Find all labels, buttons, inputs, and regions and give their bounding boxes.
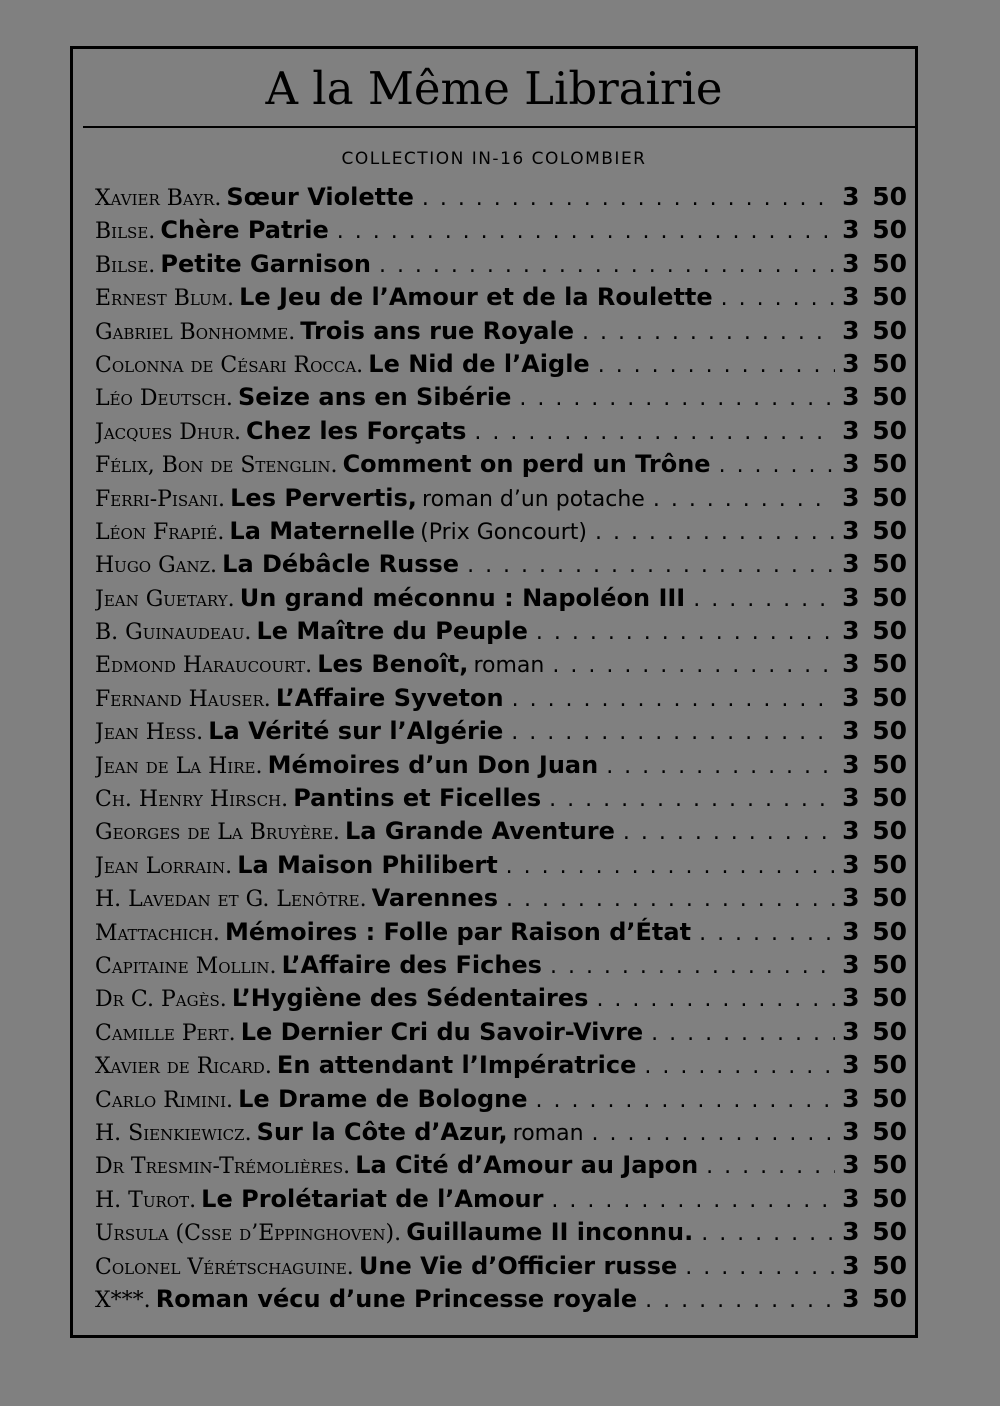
list-item [95, 1015, 907, 1048]
list-item [95, 1182, 907, 1215]
book-title: Mémoires : Folle par Raison d’État [224, 917, 692, 946]
book-title: Pantins et Ficelles [293, 784, 542, 813]
book-title: Chez les Forçats [246, 416, 467, 445]
book-note: (Prix Goncourt) [420, 519, 587, 545]
list-item [95, 1249, 907, 1282]
collection-heading: COLLECTION IN-16 COLOMBIER [341, 149, 647, 169]
list-item [95, 280, 907, 313]
author-name: H. Lavedan et G. Lenôtre. [95, 887, 367, 913]
catalog-frame [70, 46, 918, 1338]
entry-text [95, 882, 835, 917]
book-title: Guillaume II inconnu. [406, 1218, 694, 1247]
entry-text [95, 181, 835, 216]
book-title: Les Pervertis, [230, 483, 417, 512]
book-title: Chère Patrie [160, 216, 329, 245]
list-item [95, 814, 907, 847]
list-item [95, 380, 907, 413]
list-item [95, 481, 907, 514]
book-title: Comment on perd un Trône [342, 450, 711, 479]
list-item [95, 1148, 907, 1181]
price: 3 50 [842, 1250, 907, 1280]
entry-text [95, 1049, 835, 1084]
author-name: Bilse. [95, 252, 156, 278]
list-item [95, 981, 907, 1014]
entry-text [95, 582, 835, 617]
author-name: X***. [95, 1287, 151, 1313]
price: 3 50 [842, 1050, 907, 1080]
list-item [95, 848, 907, 881]
book-title: Les Benoît, [317, 650, 469, 679]
book-title: L’Affaire Syveton [275, 683, 504, 712]
price: 3 50 [842, 916, 907, 946]
book-title: Le Nid de l’Aigle [368, 349, 590, 378]
price: 3 50 [842, 1183, 907, 1213]
book-title: En attendant l’Impératrice [276, 1051, 637, 1080]
author-name: Fernand Hauser. [95, 686, 271, 712]
price: 3 50 [842, 816, 907, 846]
price: 3 50 [842, 883, 907, 913]
list-item [95, 314, 907, 347]
list-item [95, 1282, 907, 1315]
entry-text [95, 1083, 835, 1118]
price: 3 50 [842, 315, 907, 345]
list-item [95, 781, 907, 814]
entry-text [95, 749, 835, 784]
list-item [95, 948, 907, 981]
price: 3 50 [842, 582, 907, 612]
page-title: A la Même Librairie [265, 62, 723, 115]
list-item [95, 213, 907, 246]
entry-text [95, 1149, 835, 1184]
book-title: La Vérité sur l’Algérie [208, 717, 504, 746]
price: 3 50 [842, 949, 907, 979]
author-name: Colonna de Césari Rocca. [95, 352, 364, 378]
entry-text [95, 281, 835, 316]
entry-text [95, 615, 835, 650]
price: 3 50 [842, 749, 907, 779]
author-name: H. Sienkiewicz. [95, 1120, 252, 1146]
book-title: Seize ans en Sibérie [238, 383, 512, 412]
entry-text [95, 682, 835, 717]
price: 3 50 [842, 849, 907, 879]
price: 3 50 [842, 549, 907, 579]
entry-text [95, 482, 835, 517]
author-name: Jean de La Hire. [95, 753, 263, 779]
price: 3 50 [842, 248, 907, 278]
entry-text [95, 315, 835, 350]
book-title: Une Vie d’Officier russe [358, 1251, 678, 1280]
author-name: Léon Frapié. [95, 519, 225, 545]
author-name: Ernest Blum. [95, 286, 235, 312]
entry-text [95, 982, 835, 1017]
author-name: Jean Hess. [95, 720, 204, 746]
author-name: Georges de La Bruyère. [95, 820, 340, 846]
book-title: La Maison Philibert [237, 850, 498, 879]
book-title: Le Dernier Cri du Savoir-Vivre [240, 1017, 644, 1046]
list-item [95, 714, 907, 747]
book-title: Le Drame de Bologne [238, 1084, 528, 1113]
author-name: Xavier de Ricard. [95, 1054, 272, 1080]
price: 3 50 [842, 382, 907, 412]
author-name: Ferri-Pisani. [95, 486, 226, 512]
price: 3 50 [842, 783, 907, 813]
author-name: Gabriel Bonhomme. [95, 319, 296, 345]
author-name: Ursula (Csse d’Eppinghoven). [95, 1221, 402, 1247]
entry-text [95, 1216, 835, 1251]
author-name: Carlo Rimini. [95, 1087, 234, 1113]
price: 3 50 [842, 1016, 907, 1046]
author-name: Dr Tresmin-Trémolières. [95, 1154, 351, 1180]
book-title: Petite Garnison [160, 249, 371, 278]
book-list [95, 180, 907, 1315]
book-note: roman d’un potache [422, 486, 645, 512]
entry-text [95, 415, 835, 450]
entry-text [95, 1283, 835, 1318]
price: 3 50 [842, 1283, 907, 1313]
author-name: Dr C. Pagès. [95, 987, 227, 1013]
entry-text [95, 949, 835, 984]
price: 3 50 [842, 983, 907, 1013]
price: 3 50 [842, 1217, 907, 1247]
price: 3 50 [842, 1083, 907, 1113]
book-title: Sur la Côte d’Azur, [256, 1117, 508, 1146]
entry-text [95, 1016, 835, 1051]
title-divider [83, 126, 915, 128]
price: 3 50 [842, 649, 907, 679]
book-title: Mémoires d’un Don Juan [267, 750, 599, 779]
entry-text [95, 1250, 835, 1285]
book-title: Roman vécu d’une Princesse royale [155, 1284, 638, 1313]
entry-text [95, 348, 835, 383]
list-item [95, 881, 907, 914]
book-note: roman [473, 653, 545, 679]
book-title: L’Hygiène des Sédentaires [231, 984, 589, 1013]
price: 3 50 [842, 415, 907, 445]
entry-text [95, 648, 835, 683]
entry-text [95, 214, 835, 249]
author-name: Edmond Haraucourt. [95, 653, 313, 679]
list-item [95, 915, 907, 948]
author-name: B. Guinaudeau. [95, 620, 252, 646]
entry-text [95, 782, 835, 817]
list-item [95, 581, 907, 614]
price: 3 50 [842, 682, 907, 712]
book-title: Le Jeu de l’Amour et de la Roulette [239, 283, 713, 312]
author-name: Jean Guetary. [95, 586, 235, 612]
price: 3 50 [842, 616, 907, 646]
entry-text [95, 1116, 835, 1151]
author-name: Félix, Bon de Stenglin. [95, 453, 338, 479]
entry-text [95, 815, 835, 850]
book-title: La Cité d’Amour au Japon [355, 1151, 699, 1180]
entry-text [95, 515, 835, 550]
author-name: Xavier Bayr. [95, 186, 222, 211]
author-name: Léo Deutsch. [95, 386, 233, 412]
price: 3 50 [842, 1116, 907, 1146]
book-title: Un grand méconnu : Napoléon III [239, 583, 686, 612]
book-note: roman [512, 1120, 584, 1146]
entry-text [95, 548, 835, 583]
author-name: Jean Lorrain. [95, 853, 233, 879]
author-name: Bilse. [95, 219, 156, 245]
list-item [95, 414, 907, 447]
author-name: Colonel Vérétschaguine. [95, 1254, 354, 1280]
price: 3 50 [842, 1150, 907, 1180]
list-item [95, 1048, 907, 1081]
author-name: H. Turot. [95, 1187, 197, 1213]
list-item [95, 547, 907, 580]
entry-text [95, 381, 835, 416]
author-name: Jacques Dhur. [95, 419, 241, 445]
price: 3 50 [842, 182, 907, 211]
book-title: L’Affaire des Fiches [281, 950, 542, 979]
list-item [95, 514, 907, 547]
book-title: La Grande Aventure [345, 817, 615, 846]
book-title: La Débâcle Russe [222, 550, 460, 579]
book-title: Le Maître du Peuple [256, 617, 528, 646]
author-name: Capitaine Mollin. [95, 953, 277, 979]
list-item [95, 748, 907, 781]
list-item [95, 447, 907, 480]
price: 3 50 [842, 482, 907, 512]
entry-text [95, 1183, 835, 1218]
book-title: Trois ans rue Royale [300, 316, 574, 345]
entry-text [95, 715, 835, 750]
author-name: Ch. Henry Hirsch. [95, 787, 289, 813]
list-item [95, 681, 907, 714]
author-name: Mattachich. [95, 920, 220, 946]
price: 3 50 [842, 449, 907, 479]
price: 3 50 [842, 215, 907, 245]
entry-text [95, 448, 835, 483]
list-item [95, 247, 907, 280]
price: 3 50 [842, 716, 907, 746]
book-title: Sœur Violette [226, 183, 414, 211]
price: 3 50 [842, 282, 907, 312]
list-item [95, 180, 907, 213]
book-title: Varennes [371, 884, 498, 913]
price: 3 50 [842, 348, 907, 378]
list-item [95, 647, 907, 680]
list-item [95, 614, 907, 647]
book-title: La Maternelle [229, 516, 416, 545]
list-item [95, 1082, 907, 1115]
author-name: Camille Pert. [95, 1020, 236, 1046]
entry-text [95, 248, 835, 283]
book-title: Le Prolétariat de l’Amour [201, 1184, 544, 1213]
list-item [95, 1215, 907, 1248]
entry-text [95, 849, 835, 884]
list-item [95, 347, 907, 380]
entry-text [95, 916, 835, 951]
list-item [95, 1115, 907, 1148]
author-name: Hugo Ganz. [95, 553, 218, 579]
price: 3 50 [842, 515, 907, 545]
